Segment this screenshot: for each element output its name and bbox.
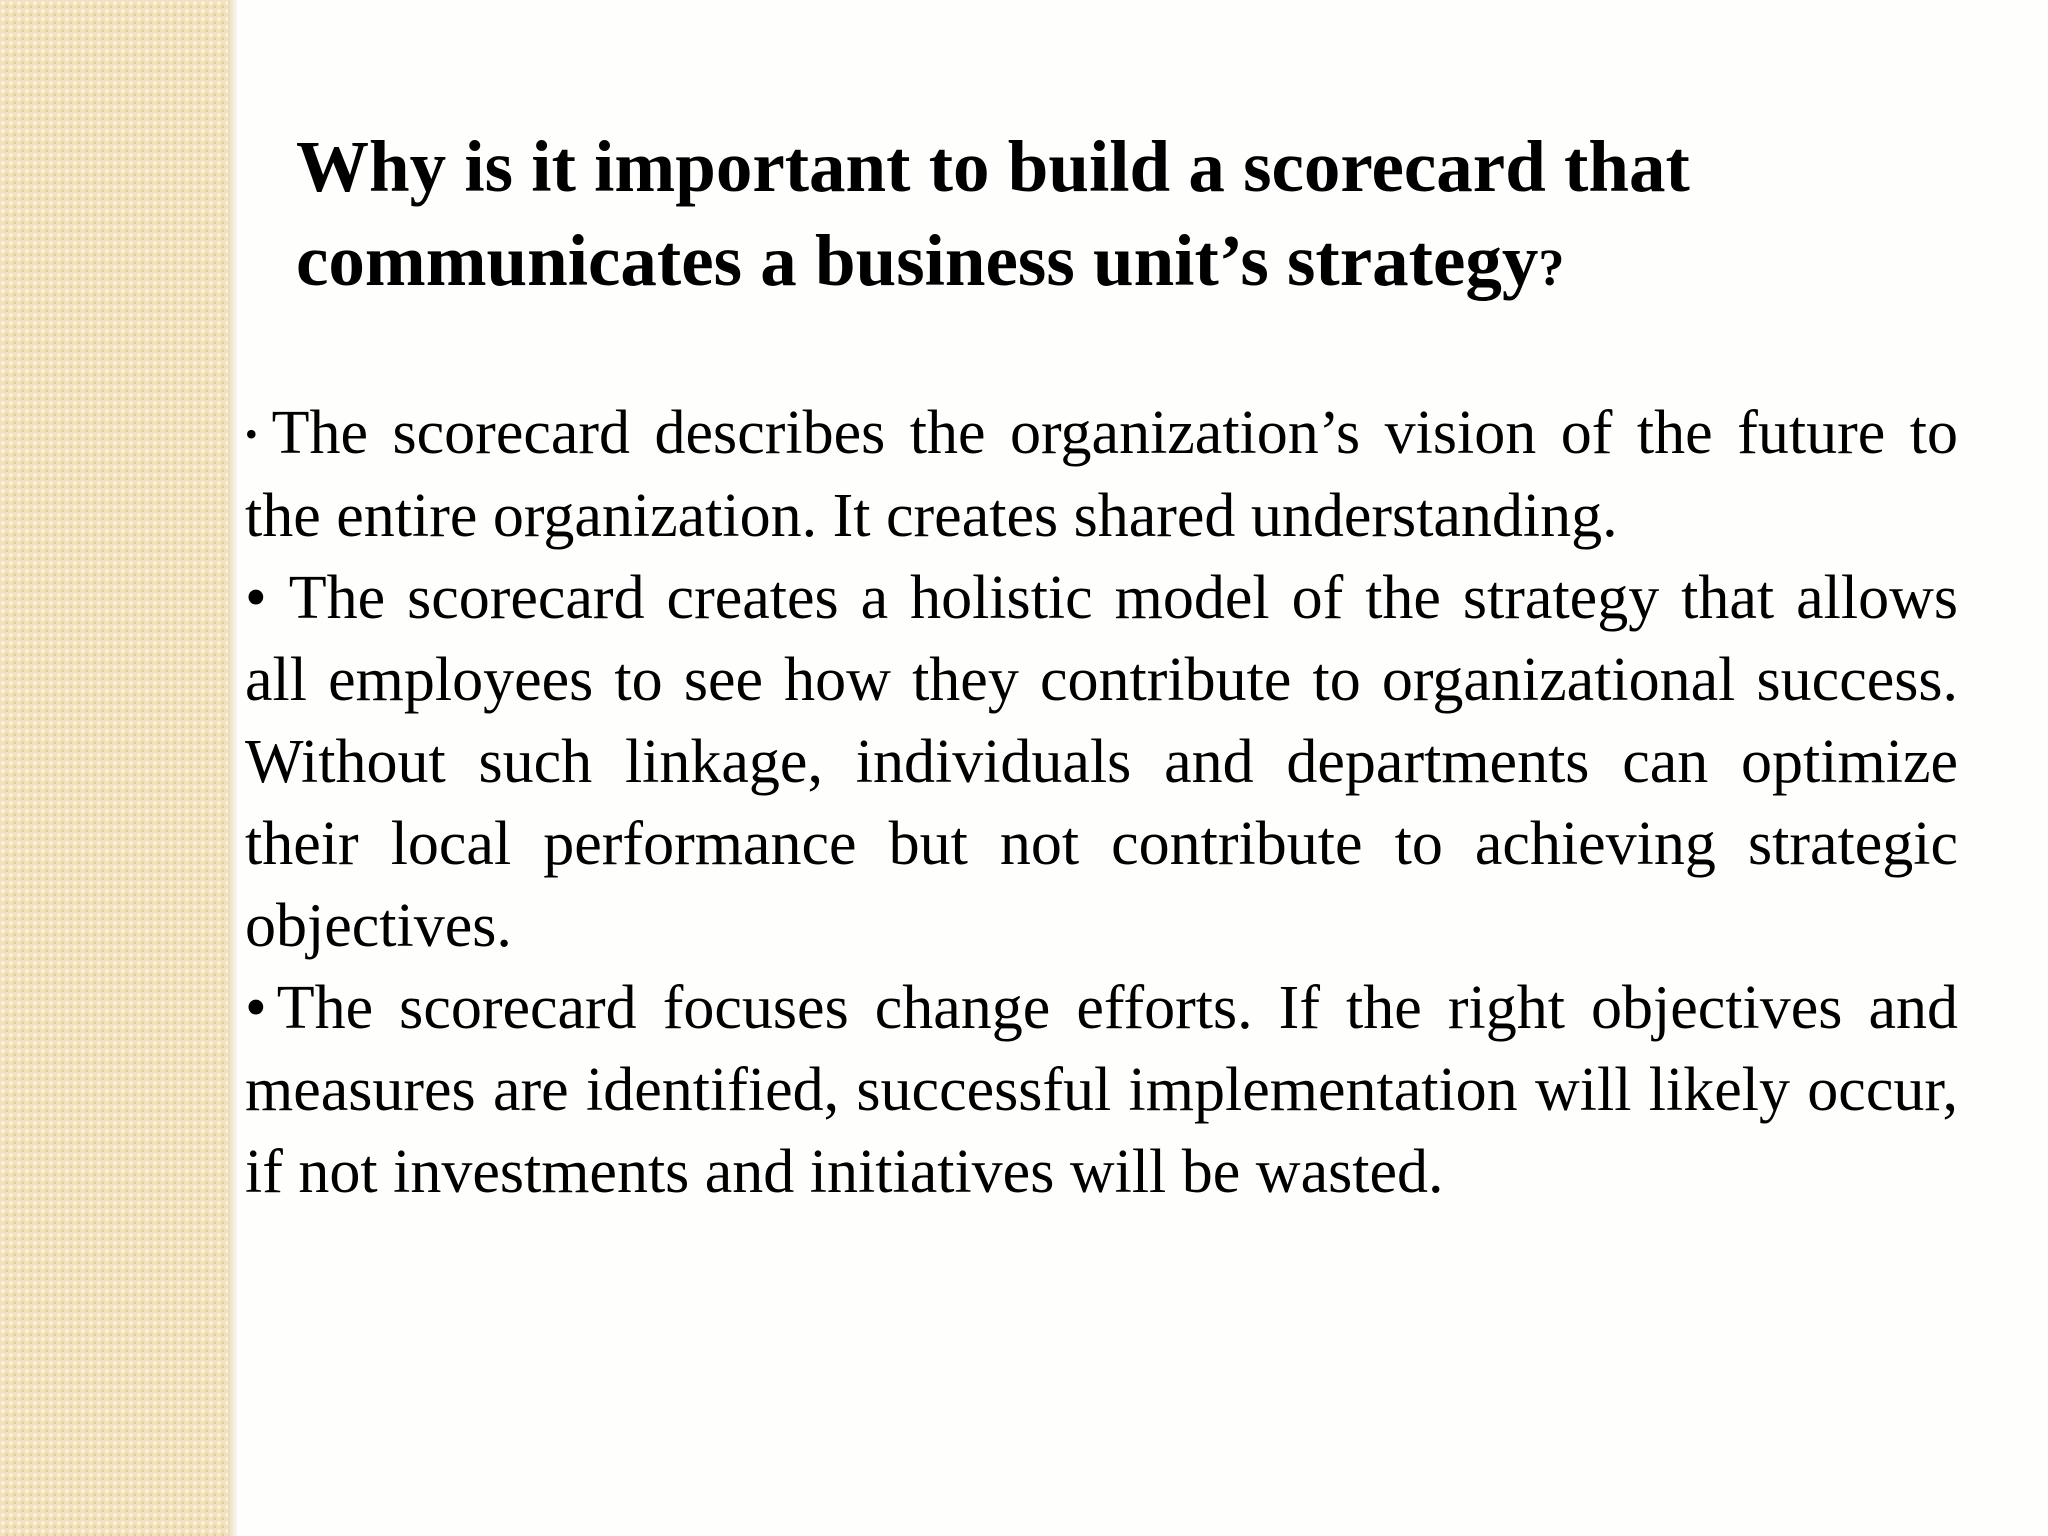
bullet-item-focuses-change [245,967,1958,1213]
bullet-text: The scorecard describes the organization’s vision of the future to the entire organization. It creates shared understanding. [245,399,1958,550]
bullet-marker: • [245,413,258,454]
decorative-side-band [0,0,228,1536]
bullet-list [245,392,1958,1213]
bullet-item-holistic-model [245,557,1958,967]
bullet-marker: • [245,563,267,632]
bullet-text: The scorecard focuses change efforts. If the right objectives and measures are identified, successful implementation will likely occur, if not investments and initiatives will be wasted. [245,973,1958,1206]
slide-title [296,120,1996,316]
side-band-edge [228,0,237,1536]
bullet-marker: • [245,973,267,1042]
bullet-text: The scorecard creates a holistic model of the strategy that allows all employees to see how they contribute to organizational success. Without such linkage, individuals and departments can optimize their local performance but not contribute to achieving strategic objectives. [245,563,1958,960]
bullet-item-shared-understanding [245,392,1958,557]
slide-title-text: Why is it important to build a scorecard that communicates a business unit’s strategy [296,126,1690,301]
slide-title-question-mark: ? [1538,240,1565,297]
